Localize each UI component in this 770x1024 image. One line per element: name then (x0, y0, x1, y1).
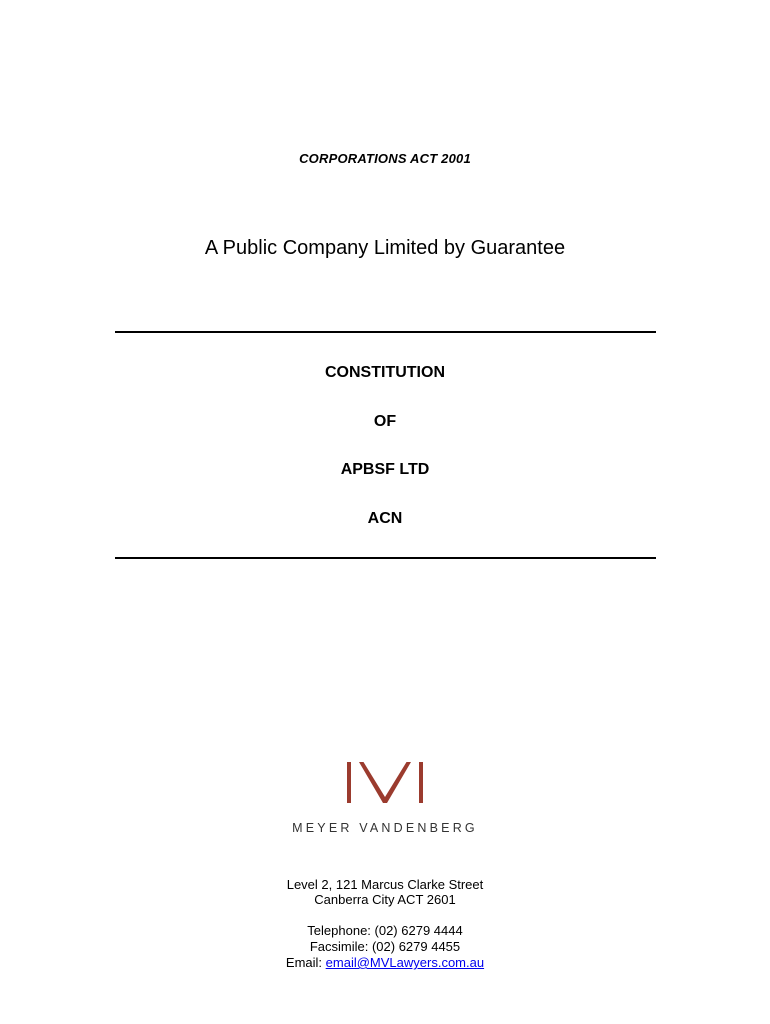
company-name: APBSF LTD (340, 461, 430, 478)
email-link[interactable]: email@MVLawyers.com.au (325, 955, 485, 970)
email-line (0, 955, 770, 971)
company-type: A Public Company Limited by Guarantee (204, 237, 566, 259)
divider-top (115, 331, 656, 333)
facsimile: Facsimile: (02) 6279 4455 (309, 939, 461, 954)
divider-bottom (115, 557, 656, 559)
heading-constitution: CONSTITUTION (325, 364, 445, 381)
act-title: CORPORATIONS ACT 2001 (299, 151, 471, 166)
firm-logo (347, 762, 423, 803)
address-line-1: Level 2, 121 Marcus Clarke Street (286, 877, 484, 892)
email-label: Email: (285, 955, 326, 970)
firm-name: MEYER VANDENBERG (292, 821, 478, 835)
telephone: Telephone: (02) 6279 4444 (307, 923, 463, 938)
heading-of: OF (373, 413, 397, 430)
acn-label: ACN (367, 510, 403, 527)
address-line-2: Canberra City ACT 2601 (314, 892, 456, 907)
